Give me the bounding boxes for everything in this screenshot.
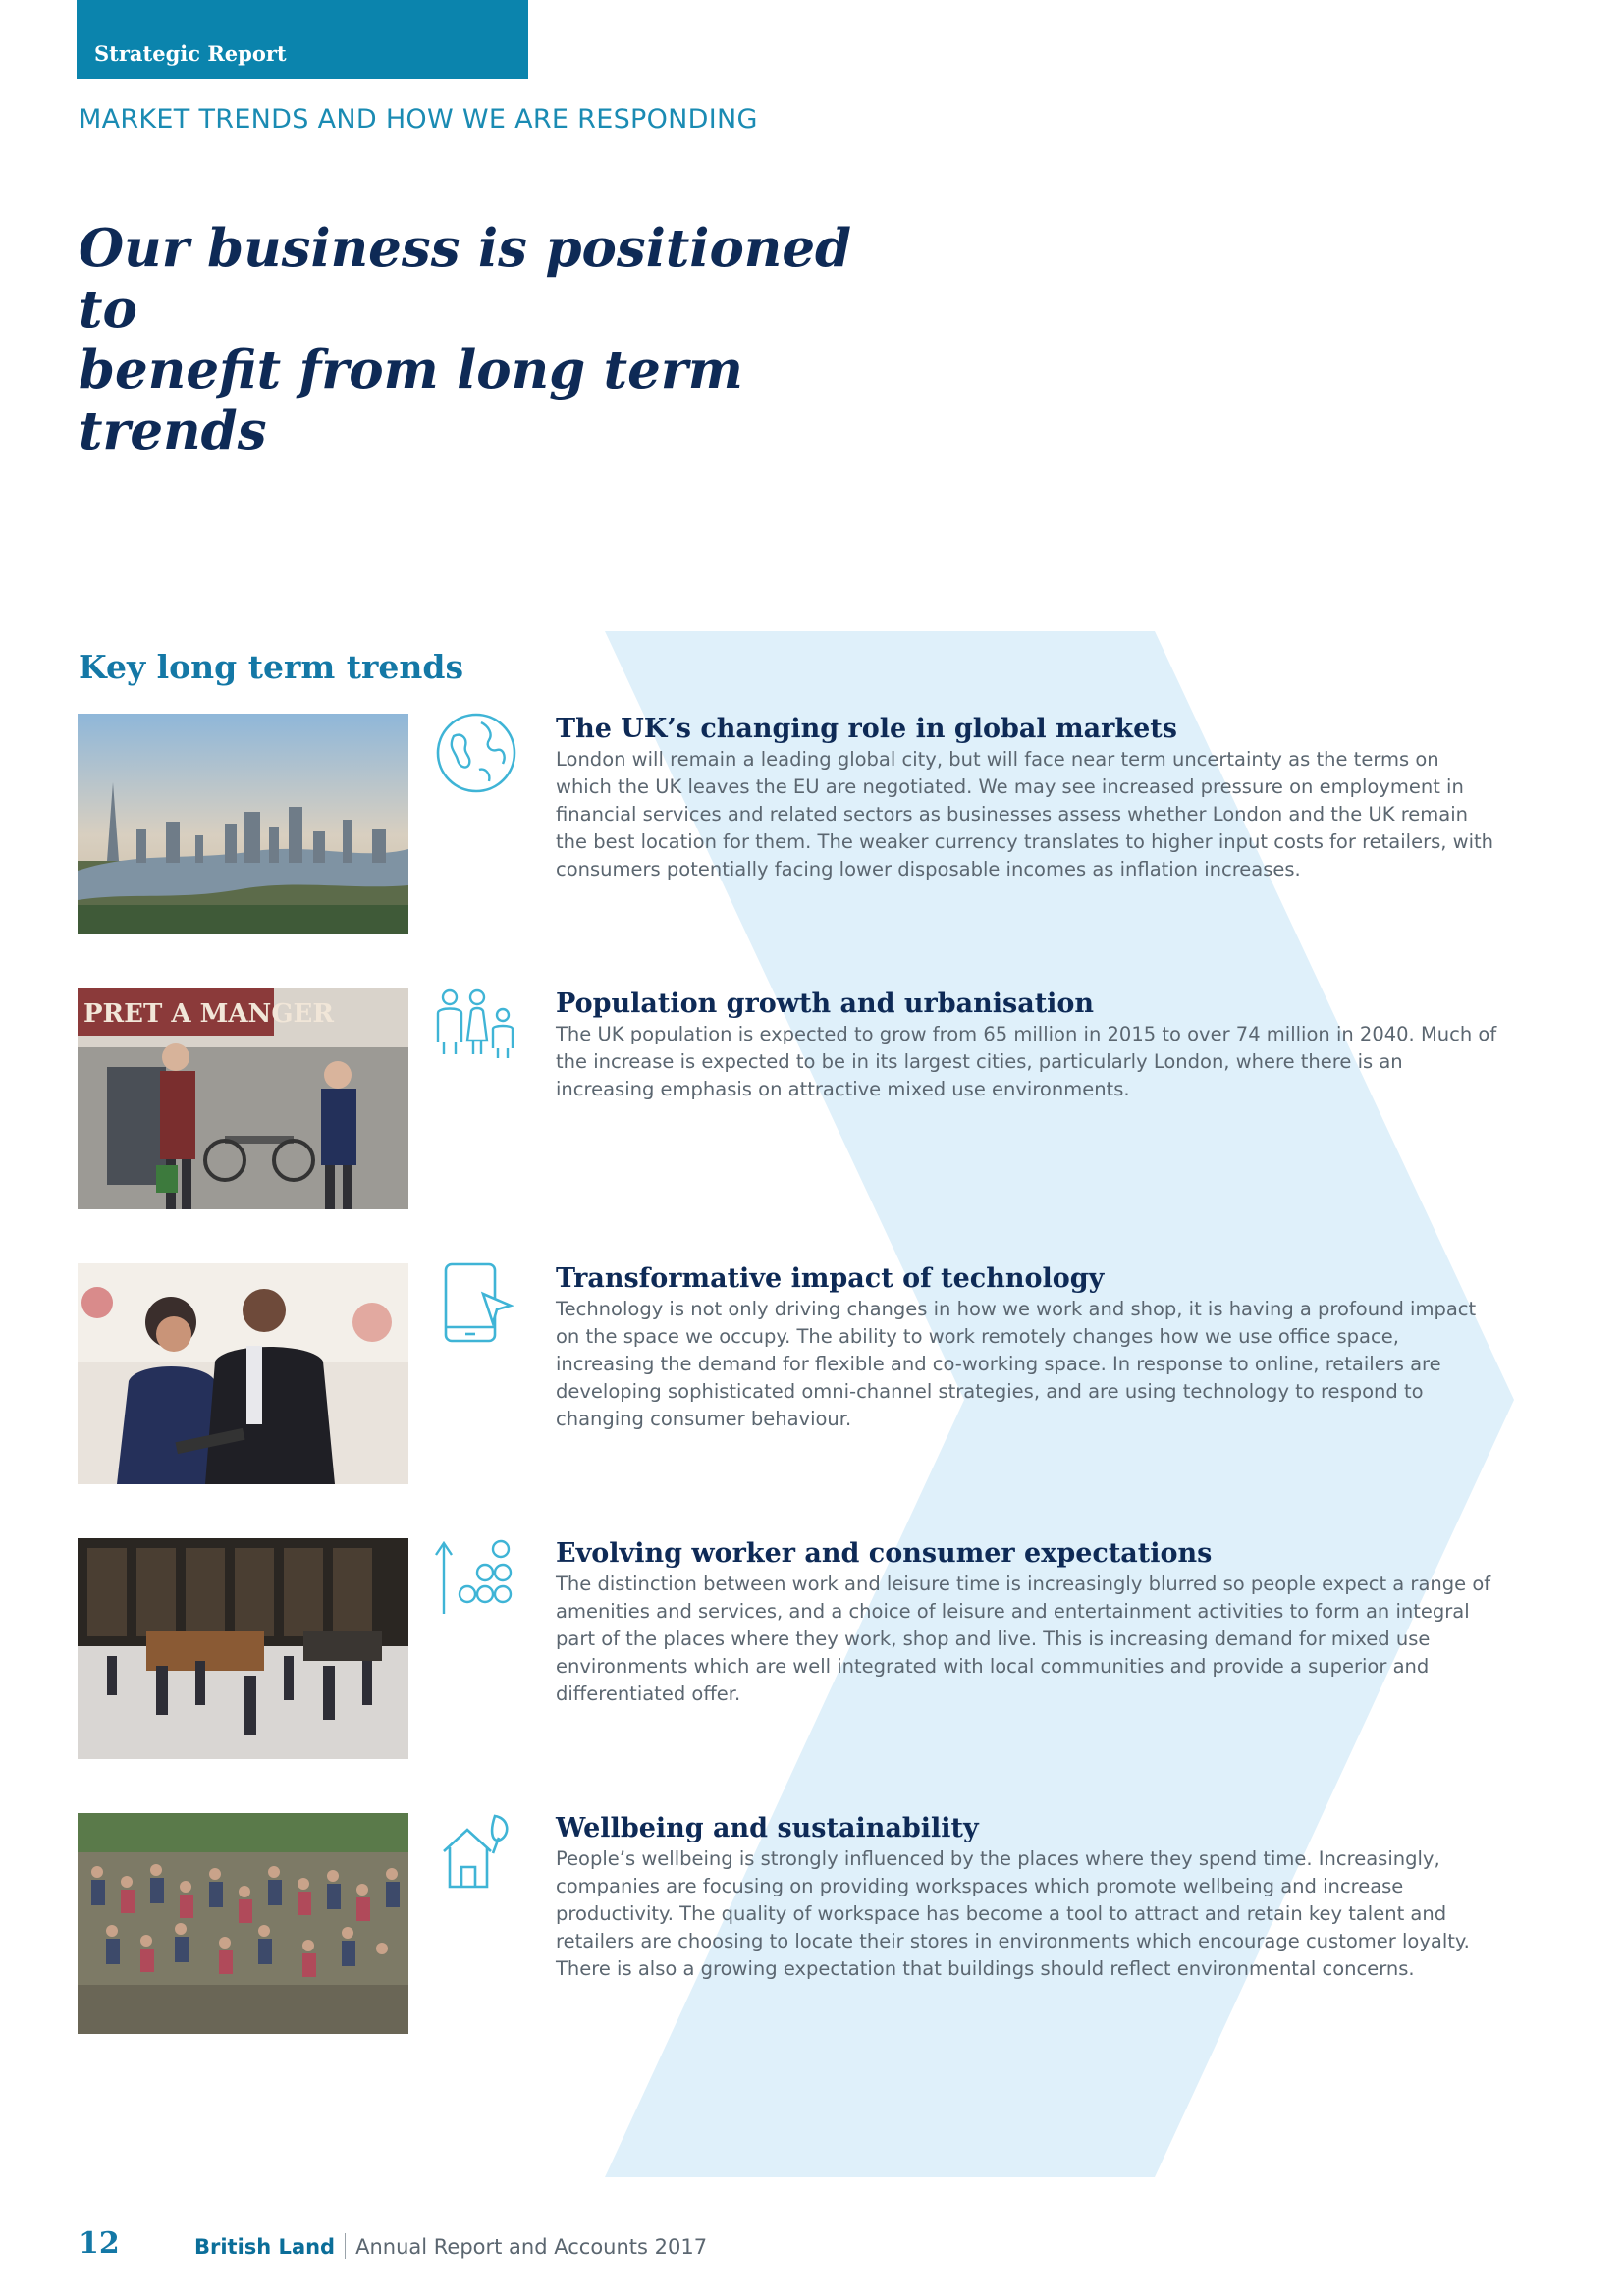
section-tab-label: Strategic Report	[94, 41, 287, 66]
page-title-line-2: benefit from long term trends	[79, 340, 743, 461]
trend-body: People’s wellbeing is strongly influenced by the places where they spend time. Increasingly, companies are focusing on providing workspaces which promote wellbeing and increase productivity. The quality of workspace has become a tool to attract and retain key talent and retailers are choosing to locate their stores in environments which encourage customer loyalty. There is also a growing expectation that buildings should reflect environmental concerns.	[556, 1847, 1470, 1980]
street-scene-photo	[78, 988, 408, 1209]
page-kicker: MARKET TRENDS AND HOW WE ARE RESPONDING	[79, 104, 758, 134]
section-title: Key long term trends	[79, 648, 464, 686]
growth-smiles-icon	[432, 1533, 520, 1622]
footer-brand: British Land	[194, 2235, 336, 2259]
tablet-users-photo	[78, 1263, 408, 1484]
globe-icon	[432, 709, 520, 797]
seated-crowd-photo	[78, 1813, 408, 2034]
eco-house-icon	[432, 1808, 520, 1896]
footer	[194, 2233, 707, 2259]
trend-title: Evolving worker and consumer expectations	[556, 1538, 1213, 1569]
trend-title: The UK’s changing role in global markets	[556, 714, 1177, 744]
tablet-cursor-icon	[432, 1258, 520, 1347]
page-number: 12	[79, 2226, 120, 2261]
family-icon	[432, 984, 520, 1072]
shop-sign-text: PRET A MANGER	[83, 999, 334, 1029]
trend-body: London will remain a leading global city, but will face near term uncertainty as the terms on which the UK leaves the EU are negotiated. We may see increased pressure on employment in financial services and related sectors as businesses assess whether London and the UK remain the best location for them. The weaker currency translates to higher input costs for retailers, with consumers potentially facing lower disposable incomes as inflation increases.	[556, 748, 1494, 881]
footer-document: Annual Report and Accounts 2017	[355, 2235, 708, 2259]
london-skyline-photo	[78, 714, 408, 934]
trend-title: Wellbeing and sustainability	[556, 1813, 979, 1843]
trend-title: Transformative impact of technology	[556, 1263, 1105, 1294]
trend-body: Technology is not only driving changes in how we work and shop, it is having a profound impact on the space we occupy. The ability to work remotely changes how we use office space, increasing the demand for flexible and co-working space. In response to online, retailers are developing sophisticated omni-channel strategies, and are using technology to respond to changing consumer behaviour.	[556, 1298, 1477, 1430]
trend-body: The distinction between work and leisure time is increasingly blurred so people expect a range of amenities and services, and a choice of leisure and entertainment activities to form an integral part of the places where they work, shop and live. This is increasing demand for mixed use environments which are well integrated with local communities and provide a superior and differentiated offer.	[556, 1573, 1491, 1705]
section-tab	[77, 0, 528, 79]
trend-body: The UK population is expected to grow from 65 million in 2015 to over 74 million in 2040. Much of the increase is expected to be in its largest cities, particularly London, where there is an increasing emphasis on attractive mixed use environments.	[556, 1023, 1497, 1100]
plaza-crowd-photo	[78, 1538, 408, 1759]
footer-divider	[345, 2233, 346, 2259]
page-title	[79, 218, 884, 461]
page-title-line-1: Our business is positioned to	[79, 218, 852, 340]
trend-title: Population growth and urbanisation	[556, 988, 1095, 1019]
